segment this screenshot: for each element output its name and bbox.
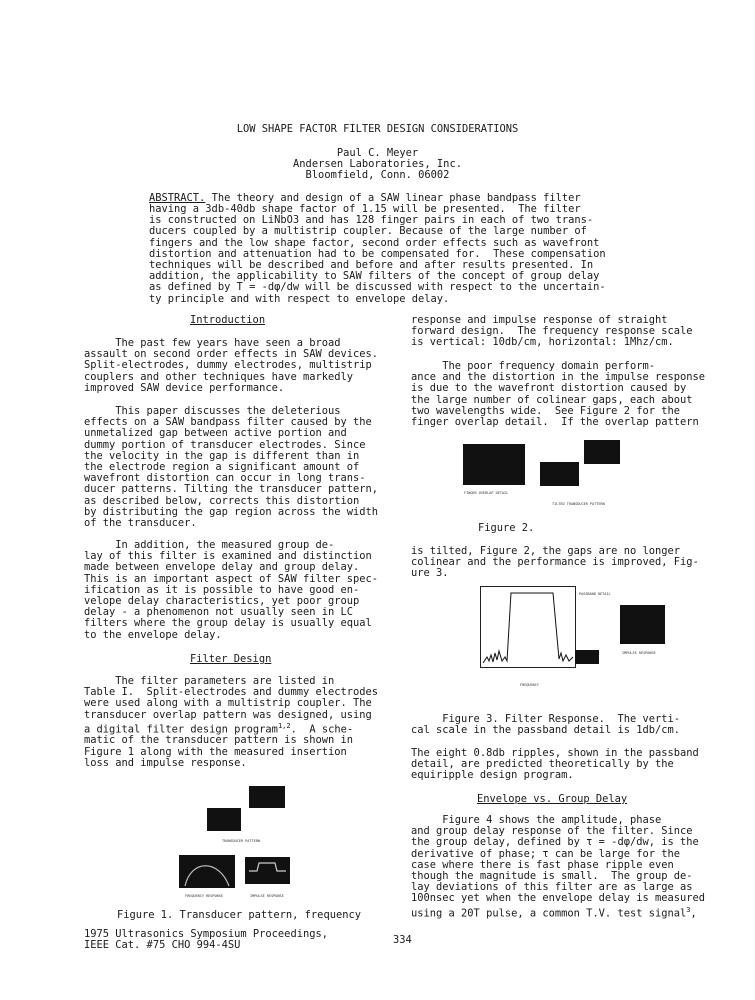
right-paragraph-4: The eight 0.8db ripples, shown in the passband detail, are predicted theoretically by the equiripple design program. bbox=[411, 747, 699, 782]
heading-introduction: Introduction bbox=[190, 314, 266, 326]
abstract-label: ABSTRACT. bbox=[149, 192, 206, 204]
right-paragraph-3: is tilted, Figure 2, the gaps are no longer colinear and the performance is improved, Fig- ure 3. bbox=[411, 545, 699, 580]
design-paragraph: The filter parameters are listed in Table I. Split-electrodes and dummy electrodes were used along with a multistrip coupler. The transducer overlap pattern was designed, using a digital filter design program$^{1,2}$. A sche- matic of the transducer pattern is shown in Figure 1 along with the measured insertion loss and impulse response. bbox=[84, 675, 379, 769]
footer-catalog: IEEE Cat. #75 CHO 994-4SU bbox=[84, 939, 241, 951]
fig3-frequency-plot bbox=[480, 586, 576, 668]
fig3-response-trace bbox=[481, 587, 575, 667]
fig1-photo-frequency bbox=[179, 855, 235, 888]
fig1-photo-b bbox=[249, 786, 285, 808]
heading-filter-design: Filter Design bbox=[190, 653, 272, 665]
footer-proceedings: 1975 Ultrasonics Symposium Proceedings, bbox=[84, 928, 328, 940]
fig3-caption: Figure 3. Filter Response. The verti- cal scale in the passband detail is 1db/cm. bbox=[411, 713, 680, 737]
citation-ref: 1,2 bbox=[277, 721, 291, 730]
fig3-label-passband: PASSBAND DETAIL bbox=[579, 592, 611, 596]
author-affiliation: Andersen Laboratories, Inc. bbox=[293, 158, 462, 170]
fig3-label-impulse: IMPULSE RESPONSE bbox=[622, 651, 656, 655]
fig1-label-frequency: FREQUENCY RESPONSE bbox=[185, 894, 223, 898]
citation-ref: 3 bbox=[686, 905, 691, 914]
fig3-photo-impulse bbox=[620, 605, 665, 644]
fig1-caption: Figure 1. Transducer pattern, frequency bbox=[117, 909, 361, 921]
intro-paragraph-2: This paper discusses the deleterious effects on a SAW bandpass filter caused by the unmetalized gap between active portion and dummy portion of transducer electrodes. Since the velocity in the gap is different than in the electrode region a significant amount of wavefront distortion can occur in long trans- ducer patterns. Tilting the transducer pattern, as described below, corrects this distortion by distributing the gap region across the width of the transducer. bbox=[84, 405, 379, 530]
right-paragraph-2: The poor frequency domain perform- ance and the distortion in the impulse response is due to the wavefront distortion caused by the large number of colinear gaps, each about two wavelengths wide. See Figure 2 for the finger overlap detail. If the overlap pattern bbox=[411, 360, 706, 429]
intro-paragraph-3: In addition, the measured group de- lay of this filter is examined and distinction made between envelope delay and group delay. This is an important aspect of SAW filter spec- ification as it is possible to have good en- velope delay characteristics, yet poor group delay - a phenomenon not usually seen in LC filters where the group delay is usually equal to the envelope delay. bbox=[84, 539, 379, 641]
paper-title: LOW SHAPE FACTOR FILTER DESIGN CONSIDERATIONS bbox=[236, 123, 519, 135]
abstract: ABSTRACT. The theory and design of a SAW linear phase bandpass filter bbox=[149, 192, 581, 204]
intro-paragraph-1: The past few years have seen a broad assault on second order effects in SAW devices. Split-electrodes, dummy electrodes, multistrip couplers and other techniques have markedly improved SAW device performance. bbox=[84, 337, 379, 394]
author-name: Paul C. Meyer bbox=[336, 147, 419, 159]
fig1-label-transducer: TRANSDUCER PATTERN bbox=[222, 839, 260, 843]
fig2-label-overlap: FINGER OVERLAP DETAIL bbox=[464, 491, 509, 495]
fig2-photo-tilted-a bbox=[540, 462, 579, 486]
right-paragraph-5: Figure 4 shows the amplitude, phase and group delay response of the filter. Since the group delay, defined by τ = -dφ/dw, is the derivative of phase; τ can be large for the case where there is fast phase ripple even though the magnitude is small. The group de- lay deviations of this filter are as large as 100nsec yet when the envelope delay is measured using a 20T pulse, a common T.V. test signal$^3$, bbox=[411, 814, 706, 920]
fig3-label-frequency: FREQUENCY bbox=[520, 683, 539, 687]
frequency-response-trace bbox=[179, 855, 235, 888]
fig1-label-impulse: IMPULSE RESPONSE bbox=[250, 894, 284, 898]
fig2-label-tilted: TILTED TRANSDUCER PATTERN bbox=[552, 502, 605, 506]
fig1-photo-impulse bbox=[245, 857, 290, 884]
author-address: Bloomfield, Conn. 06002 bbox=[305, 169, 450, 181]
fig2-photo-overlap bbox=[463, 444, 525, 485]
abstract-body: having a 3db-40db shape factor of 1.15 will be presented. The filter is constructed on LiNbO3 and has 128 finger pairs in each of two trans- ducers coupled by a multistrip coupler. Because of the large number of fingers and the low shape factor, second order effects such as wavefront distortion and attenuation had to be compensated for. These compensation techniques will be described and before and after results presented. In addition, the applicability to SAW filters of the concept of group delay as defined by T = -dφ/dw will be discussed with respect to the uncertain- ty principle and with respect to envelope delay. bbox=[149, 203, 606, 305]
fig2-photo-tilted-b bbox=[584, 440, 620, 464]
fig3-photo-passband bbox=[575, 650, 599, 664]
impulse-response-trace bbox=[245, 857, 290, 884]
fig1-photo-a bbox=[207, 808, 241, 831]
fig2-caption: Figure 2. bbox=[478, 522, 535, 534]
right-paragraph-1: response and impulse response of straight forward design. The frequency response scale is vertical: 10db/cm, horizontal: 1Mhz/cm. bbox=[411, 314, 693, 349]
page-number: 334 bbox=[393, 934, 412, 946]
heading-envelope-vs-group-delay: Envelope vs. Group Delay bbox=[477, 793, 628, 805]
